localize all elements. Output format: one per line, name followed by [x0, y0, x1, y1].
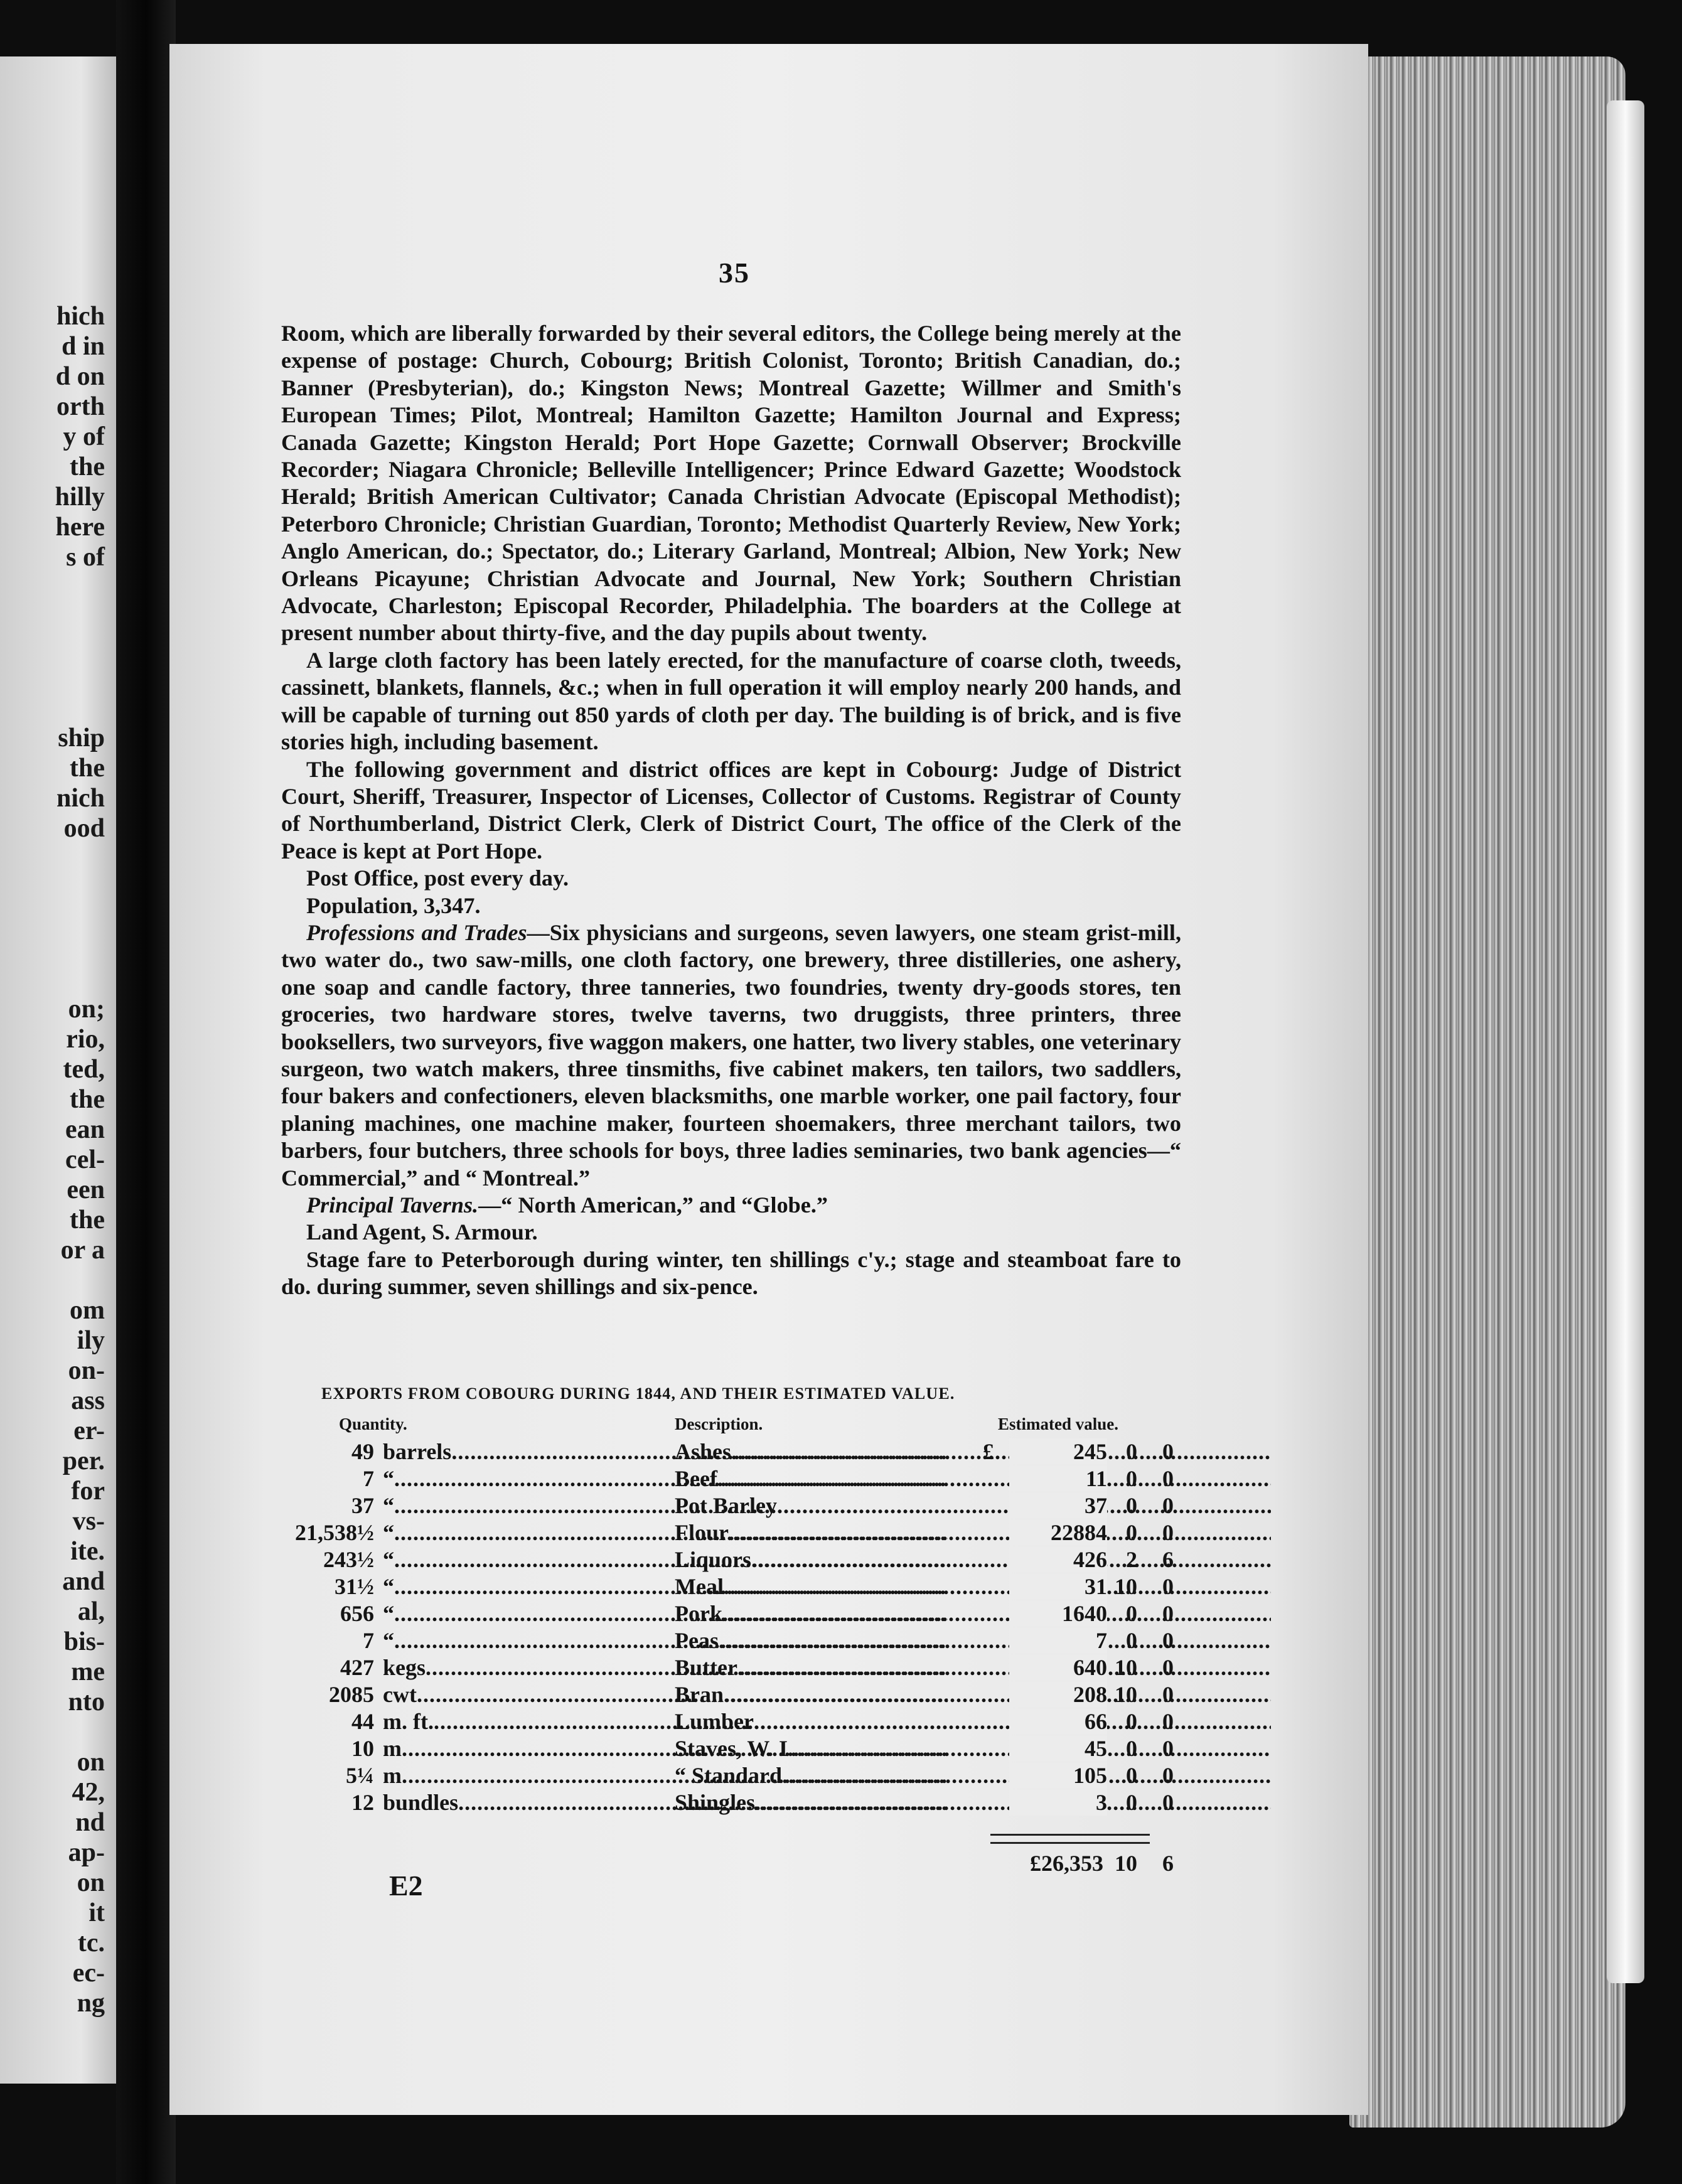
export-description-text: Butter: [675, 1655, 737, 1680]
left-fragment: on: [77, 1868, 105, 1897]
export-quantity: [281, 1519, 374, 1546]
export-unit-text: “: [383, 1601, 394, 1626]
taverns-heading: Principal Taverns.: [306, 1192, 479, 1218]
export-pounds-text: 105: [1073, 1763, 1107, 1788]
left-fragment: [55, 934, 105, 964]
paragraph-professions: [281, 919, 1181, 1192]
export-shillings: [1110, 1789, 1137, 1816]
page-number: 35: [719, 257, 750, 289]
export-row: [281, 1708, 1172, 1735]
left-fragment: [55, 874, 105, 904]
export-description: [675, 1789, 1271, 1816]
export-pounds-text: 66: [1085, 1709, 1107, 1734]
export-pence: [1146, 1600, 1174, 1627]
body-text: [281, 320, 1181, 1301]
export-pence: [1146, 1681, 1174, 1708]
left-fragment: the: [70, 452, 105, 481]
professions-text: —Six physicians and surgeons, seven lawyers, one steam grist-mill, two water do., two saw-mills, one cloth factory, one brewery, three distilleries, one ashery, one soap and candle factory, three tanneries, two foundries, twenty dry-goods stores, ten groceries, two hardware stores, twelve taverns, two druggists, three printers, three booksellers, two surveyors, five waggon makers, one hatter, two livery stables, one veterinary surgeon, two watch makers, three tinsmiths, five cabinet makers, ten tailors, two saddlers, four bakers and confectioners, eleven blacksmiths, one marble worker, one pail factory, four planing machines, one machine maker, fourteen shoemakers, three merchant tailors, two barbers, four butchers, three schools for boys, three ladies seminaries, two bank agencies—“ Commercial,” and “ Montreal.”: [281, 919, 1182, 1191]
export-description: [675, 1438, 1271, 1465]
export-quantity-text: 427: [340, 1655, 374, 1680]
export-shillings: [1110, 1573, 1137, 1600]
export-shillings-text: 0: [1126, 1520, 1137, 1545]
export-unit-text: m: [383, 1763, 402, 1788]
left-fragment: it: [88, 1898, 105, 1927]
export-pence: [1146, 1708, 1174, 1735]
total-pence: 6: [1162, 1851, 1174, 1876]
export-description-text: Lumber: [675, 1709, 754, 1734]
export-pounds: [1009, 1546, 1107, 1573]
left-fragment: for: [71, 1477, 105, 1506]
export-row: [281, 1789, 1172, 1816]
export-quantity: [281, 1627, 374, 1654]
export-quantity: [281, 1600, 374, 1627]
export-shillings-text: 10: [1115, 1574, 1137, 1599]
export-shillings: [1110, 1681, 1137, 1708]
export-shillings-text: 0: [1126, 1790, 1137, 1815]
export-pounds-text: 22884: [1051, 1520, 1107, 1545]
left-fragment: [55, 843, 105, 874]
left-fragment: cel-: [65, 1145, 105, 1174]
left-fragment: ean: [65, 1115, 105, 1144]
export-quantity-text: 37: [351, 1493, 374, 1518]
left-fragment: nto: [68, 1688, 105, 1716]
left-fragment: s of: [66, 543, 105, 572]
export-quantity-text: 49: [351, 1439, 374, 1464]
export-pounds: [1009, 1654, 1107, 1681]
export-quantity: [281, 1654, 374, 1681]
left-fragment: al,: [77, 1597, 105, 1626]
professions-heading: Professions and Trades: [306, 919, 527, 945]
export-shillings: [1110, 1708, 1137, 1735]
left-fragment: ap-: [68, 1838, 105, 1867]
paragraph-land-agent: Land Agent, S. Armour.: [306, 1219, 538, 1245]
export-unit-text: m. ft.: [383, 1709, 434, 1734]
export-quantity: [281, 1789, 374, 1816]
export-description: [675, 1708, 1271, 1735]
export-description-text: Staves, W. I.: [675, 1736, 794, 1761]
export-quantity: [281, 1708, 374, 1735]
export-shillings-text: 0: [1126, 1439, 1137, 1464]
left-fragment: ship: [58, 724, 105, 752]
export-quantity-text: 5¼: [346, 1763, 374, 1788]
export-pence: [1146, 1654, 1174, 1681]
export-pounds: [1009, 1681, 1107, 1708]
export-shillings: [1110, 1627, 1137, 1654]
export-pence-text: 0: [1162, 1763, 1174, 1788]
left-fragment: [55, 1717, 105, 1747]
export-pounds-text: 11: [1085, 1466, 1107, 1491]
exports-title: EXPORTS FROM COBOURG DURING 1844, AND THEIR ESTIMATED VALUE.: [321, 1384, 955, 1403]
left-fragment: on;: [68, 995, 105, 1024]
left-fragment: on-: [68, 1356, 105, 1385]
export-row: [281, 1519, 1172, 1546]
left-fragment: tc.: [77, 1929, 105, 1957]
export-shillings: [1110, 1735, 1137, 1762]
left-page-edge: [0, 56, 116, 2084]
export-unit-text: “: [383, 1520, 394, 1545]
left-fragment: and: [62, 1567, 105, 1596]
currency-symbol: £: [983, 1439, 994, 1464]
export-pence-text: 0: [1162, 1709, 1174, 1734]
export-shillings-text: 10: [1115, 1682, 1137, 1707]
export-unit-text: “: [383, 1466, 394, 1491]
export-description: [675, 1492, 1271, 1519]
left-fragment: nd: [75, 1808, 105, 1837]
exports-table: [281, 1438, 1172, 1816]
export-description-text: Beef: [675, 1466, 717, 1491]
export-row: [281, 1600, 1172, 1627]
export-description-text: Ashes: [675, 1439, 732, 1464]
export-pounds-text: 208: [1073, 1682, 1107, 1707]
export-row: [281, 1573, 1172, 1600]
left-fragment: [55, 633, 105, 663]
export-row: [281, 1654, 1172, 1681]
export-shillings: [1110, 1762, 1137, 1789]
left-fragment: om: [70, 1296, 105, 1325]
page-edge-highlight: [1607, 100, 1644, 1983]
export-quantity: [281, 1465, 374, 1492]
left-fragment: [55, 693, 105, 723]
left-fragment: 42,: [72, 1778, 105, 1807]
export-pence: [1146, 1465, 1174, 1492]
left-fragment: hilly: [55, 483, 105, 511]
left-fragment: ily: [77, 1326, 105, 1355]
export-row: [281, 1735, 1172, 1762]
export-row: [281, 1465, 1172, 1492]
export-quantity: [281, 1546, 374, 1573]
export-row: [281, 1681, 1172, 1708]
left-fragment: d on: [55, 362, 105, 391]
export-description-text: Pork: [675, 1601, 722, 1626]
export-pence-text: 6: [1162, 1547, 1174, 1572]
export-quantity: [281, 1735, 374, 1762]
left-fragment: vs-: [72, 1507, 105, 1536]
export-quantity-text: 7: [363, 1628, 374, 1653]
paragraph-offices: The following government and district offices are kept in Cobourg: Judge of District Court, Sheriff, Treasurer, Inspector of Licenses, Collector of Customs. Registrar of County of Northumberland, District Clerk, Clerk of District Court, The office of the Clerk of the Peace is kept at Port Hope.: [281, 756, 1181, 864]
col-description-header: Description.: [675, 1415, 763, 1433]
left-fragment: [55, 663, 105, 693]
export-quantity: [281, 1681, 374, 1708]
export-pounds: [1009, 1438, 1107, 1465]
export-pence-text: 0: [1162, 1493, 1174, 1518]
export-quantity: [281, 1438, 374, 1465]
left-fragment: [55, 1265, 105, 1295]
left-fragment: [55, 602, 105, 633]
export-pence-text: 0: [1162, 1655, 1174, 1680]
export-description: [675, 1519, 1271, 1546]
left-fragment: on: [77, 1748, 105, 1777]
export-pounds: [1009, 1762, 1107, 1789]
left-fragment: een: [67, 1175, 105, 1204]
export-shillings: [1110, 1519, 1137, 1546]
export-pounds-text: 45: [1085, 1736, 1107, 1761]
left-fragment: [55, 572, 105, 602]
export-quantity-text: 21,538½: [295, 1520, 374, 1545]
paragraph-taverns: [281, 1192, 1181, 1219]
export-shillings-text: 2: [1126, 1547, 1137, 1572]
export-pounds-text: 31: [1085, 1574, 1107, 1599]
left-fragment: or a: [60, 1236, 105, 1265]
export-pounds-text: 245: [1073, 1439, 1107, 1464]
export-shillings: [1110, 1654, 1137, 1681]
export-pounds: [1009, 1627, 1107, 1654]
left-fragment: ood: [63, 814, 105, 843]
export-pounds: [1009, 1465, 1107, 1492]
export-description: [675, 1681, 1271, 1708]
export-quantity-text: 656: [340, 1601, 374, 1626]
export-pounds-text: 1640: [1062, 1601, 1107, 1626]
export-unit-text: m: [383, 1736, 402, 1761]
export-pounds: [1009, 1573, 1107, 1600]
export-unit-text: “: [383, 1493, 394, 1518]
export-shillings: [1110, 1492, 1137, 1519]
export-unit-text: “: [383, 1547, 394, 1572]
taverns-text: —“ North American,” and “Globe.”: [478, 1192, 828, 1218]
export-quantity-text: 31½: [335, 1574, 374, 1599]
left-fragment: ted,: [63, 1055, 105, 1084]
signature-mark: E2: [389, 1870, 423, 1902]
export-shillings: [1110, 1546, 1137, 1573]
export-description-text: “ Standard: [675, 1763, 783, 1788]
export-description: [675, 1654, 1271, 1681]
export-pounds-text: 426: [1073, 1547, 1107, 1572]
export-pounds-text: 3: [1096, 1790, 1107, 1815]
export-shillings-text: 0: [1126, 1763, 1137, 1788]
export-pence-text: 0: [1162, 1520, 1174, 1545]
paragraph-newspapers: Room, which are liberally forwarded by their several editors, the College being merely at the expense of postage: Church, Cobourg; British Colonist, Toronto; British Canadian, do.; Banner (Presbyterian), do.; Kingston News; Montreal Gazette; Willmer and Smith's European Times; Pilot, Montreal; Hamilton Gazette; Hamilton Journal and Express; Canada Gazette; Kingston Herald; Port Hope Gazette; Cornwall Observer; Brockville Recorder; Niagara Chronicle; Belleville Intelligencer; Prince Edward Gazette; Woodstock Herald; British American Cultivator; Canada Christian Advocate (Episcopal Methodist); Peterboro Chronicle; Christian Guardian, Toronto; Methodist Quarterly Review, New York; Anglo American, do.; Spectator, do.; Literary Garland, Montreal; Albion, New York; New Orleans Picayune; Christian Advocate and Journal, New York; Southern Christian Advocate, Charleston; Episcopal Recorder, Philadelphia. The boarders at the College at present number about thirty-five, and the day pupils about twenty.: [281, 321, 1181, 646]
export-description-text: Shingles: [675, 1790, 756, 1815]
export-description-text: Meal: [675, 1574, 724, 1599]
left-fragment: d in: [62, 332, 105, 361]
left-fragment: er-: [73, 1416, 105, 1445]
export-pence-text: 0: [1162, 1574, 1174, 1599]
export-shillings-text: 0: [1126, 1736, 1137, 1761]
export-pence: [1146, 1627, 1174, 1654]
export-pounds: [1009, 1492, 1107, 1519]
left-fragment: per.: [62, 1447, 105, 1475]
left-fragment: hich: [56, 302, 105, 331]
export-row: [281, 1762, 1172, 1789]
left-fragment: nich: [56, 784, 105, 813]
export-description-text: Bran: [675, 1682, 724, 1707]
export-shillings: [1110, 1465, 1137, 1492]
export-pence: [1146, 1735, 1174, 1762]
export-row: [281, 1492, 1172, 1519]
export-shillings-text: 0: [1126, 1601, 1137, 1626]
export-pounds: [1009, 1519, 1107, 1546]
left-fragment: ass: [71, 1386, 105, 1415]
left-fragment: orth: [56, 392, 105, 421]
exports-column-headers: [339, 1415, 1167, 1435]
paragraph-post-office: Post Office, post every day.: [306, 865, 569, 891]
export-pounds-text: 7: [1096, 1628, 1107, 1653]
left-fragment: rio,: [66, 1025, 105, 1054]
export-quantity-text: 7: [363, 1466, 374, 1491]
export-pence: [1146, 1789, 1174, 1816]
export-shillings: [1110, 1438, 1137, 1465]
left-fragment: [55, 904, 105, 934]
left-fragment: ec-: [72, 1959, 105, 1988]
left-fragment: y of: [63, 422, 105, 451]
left-fragment: the: [70, 1206, 105, 1234]
export-quantity-text: 243½: [323, 1547, 374, 1572]
export-quantity-text: 12: [351, 1790, 374, 1815]
export-pence-text: 0: [1162, 1682, 1174, 1707]
paragraph-stage-fare: Stage fare to Peterborough during winter, ten shillings c'y.; stage and steamboat fare to do. during summer, seven shillings and six-pence.: [281, 1246, 1181, 1300]
export-pence-text: 0: [1162, 1736, 1174, 1761]
left-page-fragments: [55, 301, 105, 2018]
export-quantity: [281, 1762, 374, 1789]
export-pence-text: 0: [1162, 1601, 1174, 1626]
export-pence: [1146, 1762, 1174, 1789]
left-fragment: me: [71, 1657, 105, 1686]
export-pence: [1146, 1573, 1174, 1600]
export-row: [281, 1438, 1172, 1465]
export-description: [675, 1573, 1271, 1600]
export-pence-text: 0: [1162, 1439, 1174, 1464]
export-unit-text: bundles: [383, 1790, 459, 1815]
left-fragment: [55, 964, 105, 994]
export-quantity-text: 2085: [329, 1682, 374, 1707]
export-unit-text: kegs: [383, 1655, 426, 1680]
export-unit-text: barrels: [383, 1439, 452, 1464]
total-double-rule: [990, 1834, 1150, 1844]
export-unit-text: “: [383, 1628, 394, 1653]
export-description: [675, 1762, 1271, 1789]
export-shillings-text: 0: [1126, 1709, 1137, 1734]
left-fragment: here: [55, 513, 105, 542]
paragraph-population: Population, 3,347.: [306, 892, 481, 918]
col-quantity-header: Quantity.: [339, 1415, 407, 1433]
export-quantity-text: 10: [351, 1736, 374, 1761]
export-pence: [1146, 1519, 1174, 1546]
export-quantity: [281, 1573, 374, 1600]
left-fragment: bis-: [63, 1627, 105, 1656]
left-fragment: the: [70, 1085, 105, 1114]
export-unit-text: “: [383, 1574, 394, 1599]
export-shillings-text: 0: [1126, 1466, 1137, 1491]
export-pounds: [1009, 1600, 1107, 1627]
export-description: [675, 1465, 1271, 1492]
export-shillings-text: 0: [1126, 1493, 1137, 1518]
export-unit-text: cwt: [383, 1682, 417, 1707]
left-fragment: the: [70, 754, 105, 783]
export-shillings-text: 0: [1126, 1628, 1137, 1653]
export-pence: [1146, 1492, 1174, 1519]
export-pounds-text: 640: [1073, 1655, 1107, 1680]
export-description: [675, 1627, 1271, 1654]
export-quantity-text: 44: [351, 1709, 374, 1734]
export-row: [281, 1627, 1172, 1654]
export-pence-text: 0: [1162, 1466, 1174, 1491]
total-shillings: 10: [1115, 1851, 1137, 1876]
paragraph-cloth-factory: A large cloth factory has been lately erected, for the manufacture of coarse cloth, tweeds, cassinett, blankets, flannels, &c.; when in full operation it will employ nearly 200 hands, and will be capable of turning out 850 yards of cloth per day. The building is of brick, and is five stories high, including basement.: [281, 647, 1181, 755]
left-fragment: ng: [77, 1989, 105, 2018]
export-description-text: Flour: [675, 1520, 729, 1545]
export-description: [675, 1546, 1271, 1573]
page-edges: [1349, 56, 1626, 2128]
book-gutter: [116, 0, 176, 2184]
export-pounds: [1009, 1708, 1107, 1735]
export-description: [675, 1735, 1271, 1762]
export-shillings-text: 10: [1115, 1655, 1137, 1680]
export-pounds: [1009, 1789, 1107, 1816]
export-description-text: Peas: [675, 1628, 719, 1653]
export-pence-text: 0: [1162, 1790, 1174, 1815]
export-row: [281, 1546, 1172, 1573]
left-fragment: ite.: [70, 1537, 105, 1566]
export-description-text: Liquors: [675, 1547, 752, 1572]
export-pence: [1146, 1546, 1174, 1573]
export-description-text: Pot Barley: [675, 1493, 777, 1518]
total-pounds: £26,353: [1030, 1851, 1103, 1876]
export-pence: [1146, 1438, 1174, 1465]
export-description: [675, 1600, 1271, 1627]
export-pounds: [1009, 1735, 1107, 1762]
export-pounds-text: 37: [1085, 1493, 1107, 1518]
export-quantity: [281, 1492, 374, 1519]
export-pence-text: 0: [1162, 1628, 1174, 1653]
col-value-header: Estimated value.: [998, 1415, 1118, 1433]
export-shillings: [1110, 1600, 1137, 1627]
